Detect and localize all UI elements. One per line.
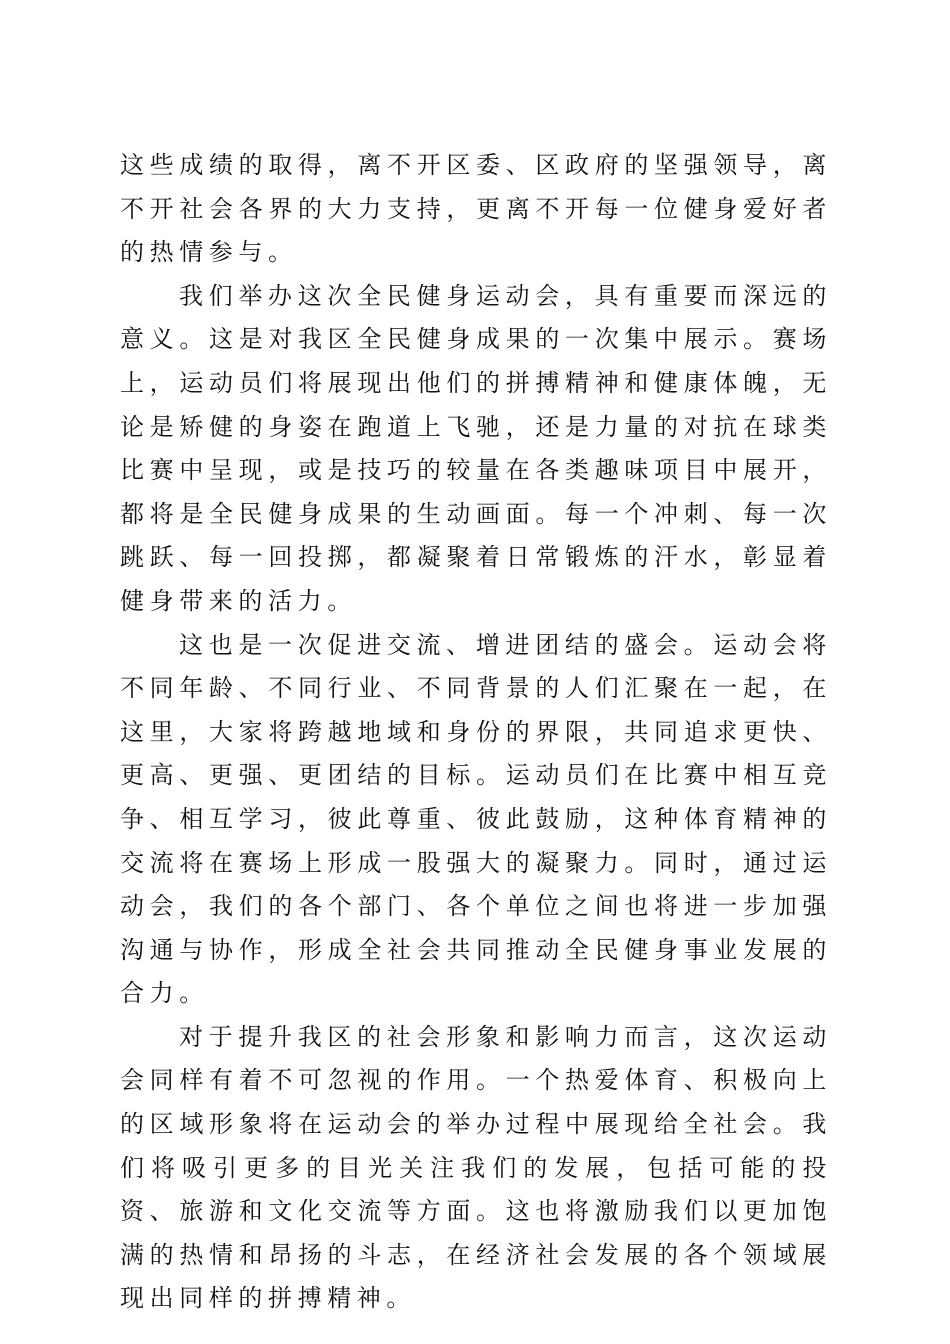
paragraph-1: 这些成绩的取得，离不开区委、区政府的坚强领导，离不开社会各界的大力支持，更离不开每一位健身爱好者的热情参与。: [120, 151, 832, 267]
document-body: [120, 144, 832, 1321]
paragraph-3: 这也是一次促进交流、增进团结的盛会。运动会将不同年龄、不同行业、不同背景的人们汇聚在一起，在这里，大家将跨越地域和身份的界限，共同追求更快、更高、更强、更团结的目标。运动员们在比赛中相互竞争、相互学习，彼此尊重、彼此鼓励，这种体育精神的交流将在赛场上形成一股强大的凝聚力。同时，通过运动会，我们的各个部门、各个单位之间也将进一步加强沟通与协作，形成全社会共同推动全民健身事业发展的合力。: [120, 630, 832, 1008]
paragraph-2: 我们举办这次全民健身运动会，具有重要而深远的意义。这是对我区全民健身成果的一次集中展示。赛场上，运动员们将展现出他们的拼搏精神和健康体魄，无论是矫健的身姿在跑道上飞驰，还是力量的对抗在球类比赛中呈现，或是技巧的较量在各类趣味项目中展开，都将是全民健身成果的生动画面。每一个冲刺、每一次跳跃、每一回投掷，都凝聚着日常锻炼的汗水，彰显着健身带来的活力。: [120, 281, 832, 615]
paragraph-4: 对于提升我区的社会形象和影响力而言，这次运动会同样有着不可忽视的作用。一个热爱体育、积极向上的区域形象将在运动会的举办过程中展现给全社会。我们将吸引更多的目光关注我们的发展，包括可能的投资、旅游和文化交流等方面。这也将激励我们以更加饱满的热情和昂扬的斗志，在经济社会发展的各个领域展现出同样的拼搏精神。: [120, 1022, 832, 1313]
